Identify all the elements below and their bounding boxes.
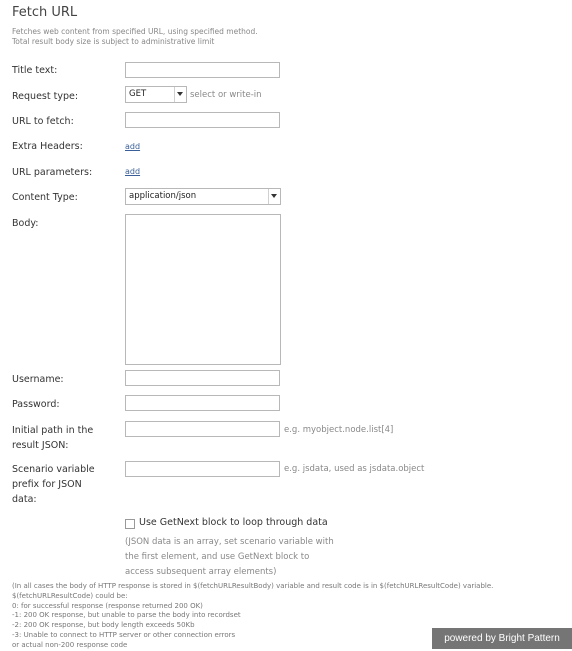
initial-path-input[interactable]	[125, 421, 280, 437]
password-input[interactable]	[125, 395, 280, 411]
getnext-note	[125, 535, 355, 580]
result-code-note-line: (In all cases the body of HTTP response is stored in $(fetchURLResultBody) variable and result code is in $(fetchURLResultCode) variable.	[12, 582, 494, 590]
result-code-note	[12, 582, 493, 651]
description-line: Total result body size is subject to administrative limit	[12, 37, 215, 46]
powered-by-badge: powered by Bright Pattern	[432, 628, 572, 649]
url-parameters-label: URL parameters:	[12, 167, 93, 178]
request-type-value: GET	[129, 89, 147, 99]
scenario-prefix-label-line: data:	[12, 494, 37, 505]
url-parameters-add-link[interactable]: add	[125, 167, 141, 176]
getnext-note-line: the first element, and use GetNext block to	[125, 552, 310, 562]
getnext-label[interactable]: Use GetNext block to loop through data	[139, 517, 328, 528]
title-text-input[interactable]	[125, 62, 280, 78]
description-line: Fetches web content from specified URL, using specified method.	[12, 27, 258, 36]
body-textarea[interactable]	[125, 214, 281, 365]
description	[12, 27, 258, 47]
initial-path-label-line: Initial path in the	[12, 425, 94, 436]
result-code-note-line: 0: for successful response (response returned 200 OK)	[12, 601, 203, 610]
password-label: Password:	[12, 399, 60, 410]
result-code-note-line: -1: 200 OK response, but unable to parse the body into recordset	[12, 611, 241, 620]
scenario-prefix-input[interactable]	[125, 461, 280, 477]
scenario-prefix-label	[12, 462, 95, 507]
username-label: Username:	[12, 374, 64, 385]
chevron-down-icon[interactable]	[268, 189, 280, 204]
getnext-checkbox[interactable]	[125, 519, 135, 529]
getnext-note-line: access subsequent array elements)	[125, 567, 277, 577]
result-code-note-line: -2: 200 OK response, but body length exceeds 50Kb	[12, 621, 195, 630]
request-type-hint: select or write-in	[190, 90, 262, 100]
url-input[interactable]	[125, 112, 280, 128]
chevron-down-icon[interactable]	[174, 87, 186, 102]
url-label: URL to fetch:	[12, 116, 74, 127]
scenario-prefix-hint: e.g. jsdata, used as jsdata.object	[284, 464, 425, 474]
username-input[interactable]	[125, 370, 280, 386]
initial-path-label-line: result JSON:	[12, 440, 69, 451]
title-text-label: Title text:	[12, 65, 58, 76]
result-code-note-line: -3: Unable to connect to HTTP server or other connection errors	[12, 630, 236, 639]
getnext-note-line: (JSON data is an array, set scenario variable with	[125, 537, 334, 547]
result-code-note-line: $(fetchURLResultCode) could be:	[12, 591, 128, 600]
initial-path-hint: e.g. myobject.node.list[4]	[284, 425, 394, 435]
content-type-select[interactable]	[125, 188, 281, 205]
extra-headers-add-link[interactable]: add	[125, 142, 141, 151]
content-type-value: application/json	[129, 191, 197, 201]
initial-path-label	[12, 423, 93, 453]
scenario-prefix-label-line: Scenario variable	[12, 464, 95, 475]
scenario-prefix-label-line: prefix for JSON	[12, 479, 82, 490]
result-code-note-line: or actual non-200 response code	[12, 640, 128, 649]
extra-headers-label: Extra Headers:	[12, 141, 83, 152]
page-title: Fetch URL	[12, 5, 78, 20]
content-type-label: Content Type:	[12, 192, 78, 203]
request-type-label: Request type:	[12, 91, 79, 102]
request-type-select[interactable]	[125, 86, 187, 103]
body-label: Body:	[12, 218, 39, 229]
